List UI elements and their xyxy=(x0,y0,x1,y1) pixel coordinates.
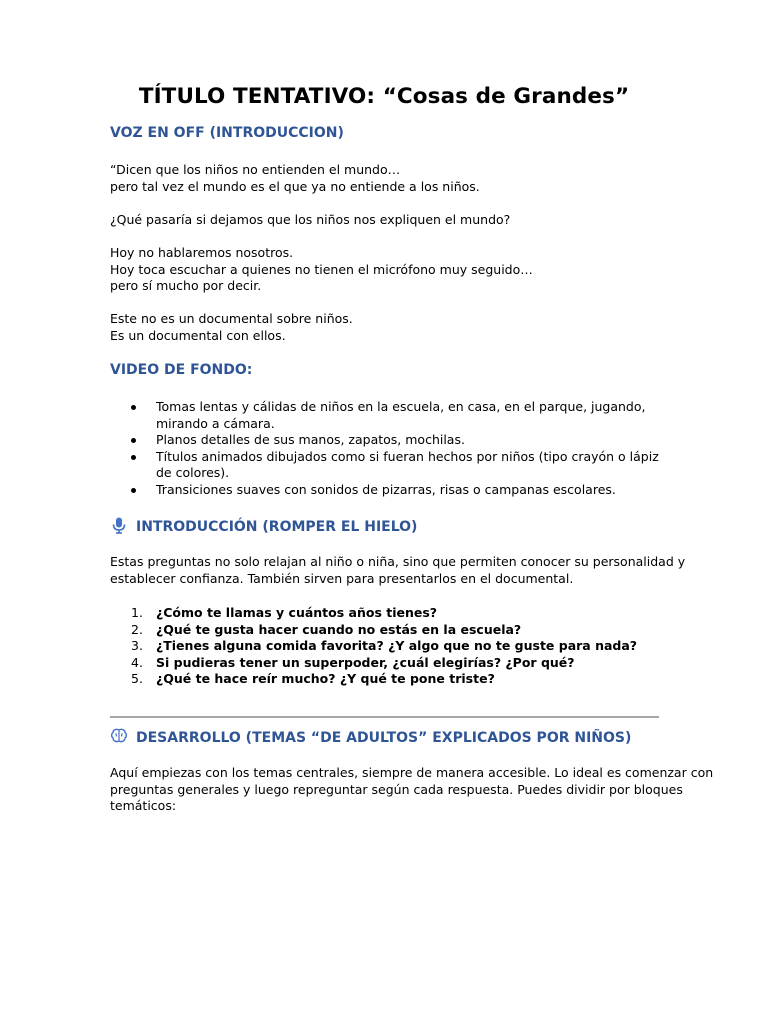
bullet-icon xyxy=(131,455,136,460)
list-item-text: Transiciones suaves con sonidos de pizarras, risas o campanas escolares. xyxy=(156,481,616,497)
introduccion-paragraph xyxy=(110,554,686,587)
text-line: Aquí empiezas con los temas centrales, siempre de manera accesible. Lo ideal es comenzar con xyxy=(110,765,714,780)
voz-en-off-paragraph-1 xyxy=(110,162,660,195)
voz-en-off-paragraph-3 xyxy=(110,245,660,295)
horizontal-divider xyxy=(110,716,659,718)
voz-en-off-heading: VOZ EN OFF (INTRODUCCION) xyxy=(110,125,344,141)
list-number: 5. xyxy=(131,671,143,686)
question-text: ¿Tienes alguna comida favorita? ¿Y algo que no te guste para nada? xyxy=(156,638,638,653)
list-number: 3. xyxy=(131,638,143,653)
list-item-text: Títulos animados dibujados como si fueran hechos por niños (tipo crayón o lápiz de colores). xyxy=(156,448,659,480)
question-text: ¿Cómo te llamas y cuántos años tienes? xyxy=(156,605,438,620)
question-text: ¿Qué te hace reír mucho? ¿Y qué te pone triste? xyxy=(156,671,495,686)
introduccion-heading-text: INTRODUCCIÓN (ROMPER EL HIELO) xyxy=(136,519,418,535)
list-item-text: Planos detalles de sus manos, zapatos, mochilas. xyxy=(156,432,465,447)
brain-icon xyxy=(110,727,128,745)
text-line: Es un documental con ellos. xyxy=(110,327,286,343)
question-item xyxy=(110,605,660,622)
text-line: Hoy toca escuchar a quienes no tienen el micrófono muy seguido… xyxy=(110,261,533,277)
text-line: pero sí mucho por decir. xyxy=(110,278,262,293)
text-line: temáticos: xyxy=(110,798,177,813)
text-line: ¿Qué pasaría si dejamos que los niños nos expliquen el mundo? xyxy=(110,212,511,227)
list-number: 1. xyxy=(131,605,143,620)
question-text: ¿Qué te gusta hacer cuando no estás en la escuela? xyxy=(156,621,522,637)
text-line: “Dicen que los niños no entienden el mundo… xyxy=(110,162,401,177)
question-text: Si pudieras tener un superpoder, ¿cuál elegirías? ¿Por qué? xyxy=(156,654,575,670)
text-line: pero tal vez el mundo es el que ya no entiende a los niños. xyxy=(110,178,480,194)
list-number: 2. xyxy=(131,621,143,637)
introduccion-questions-list xyxy=(110,605,660,688)
desarrollo-heading xyxy=(110,727,631,746)
question-item xyxy=(110,622,660,639)
bullet-icon xyxy=(131,438,136,443)
list-item xyxy=(110,449,660,482)
list-number: 4. xyxy=(131,654,143,670)
text-line: establecer confianza. También sirven para presentarlos en el documental. xyxy=(110,570,574,586)
desarrollo-paragraph xyxy=(110,765,714,815)
introduccion-heading xyxy=(110,516,417,535)
list-item xyxy=(110,399,660,432)
text-line: Este no es un documental sobre niños. xyxy=(110,311,353,326)
list-item xyxy=(110,482,660,499)
list-item-text: Tomas lentas y cálidas de niños en la escuela, en casa, en el parque, jugando, mirando a cámara. xyxy=(156,399,646,431)
voz-en-off-paragraph-2 xyxy=(110,212,660,229)
text-line: Hoy no hablaremos nosotros. xyxy=(110,245,294,260)
microphone-icon xyxy=(110,516,128,534)
question-item xyxy=(110,671,660,688)
list-item xyxy=(110,432,660,449)
voz-en-off-paragraph-4 xyxy=(110,311,660,344)
question-item xyxy=(110,638,660,655)
document-title: TÍTULO TENTATIVO: “Cosas de Grandes” xyxy=(138,84,630,109)
text-line: Estas preguntas no solo relajan al niño o niña, sino que permiten conocer su personalidad y xyxy=(110,554,686,569)
video-fondo-list xyxy=(110,399,660,498)
text-line: preguntas generales y luego repreguntar según cada respuesta. Puedes dividir por bloques xyxy=(110,781,683,797)
desarrollo-heading-text: DESARROLLO (TEMAS “DE ADULTOS” EXPLICADOS POR NIÑOS) xyxy=(136,730,632,746)
bullet-icon xyxy=(131,405,136,410)
question-item xyxy=(110,655,660,672)
bullet-icon xyxy=(131,488,136,493)
video-fondo-heading: VIDEO DE FONDO: xyxy=(110,362,253,378)
